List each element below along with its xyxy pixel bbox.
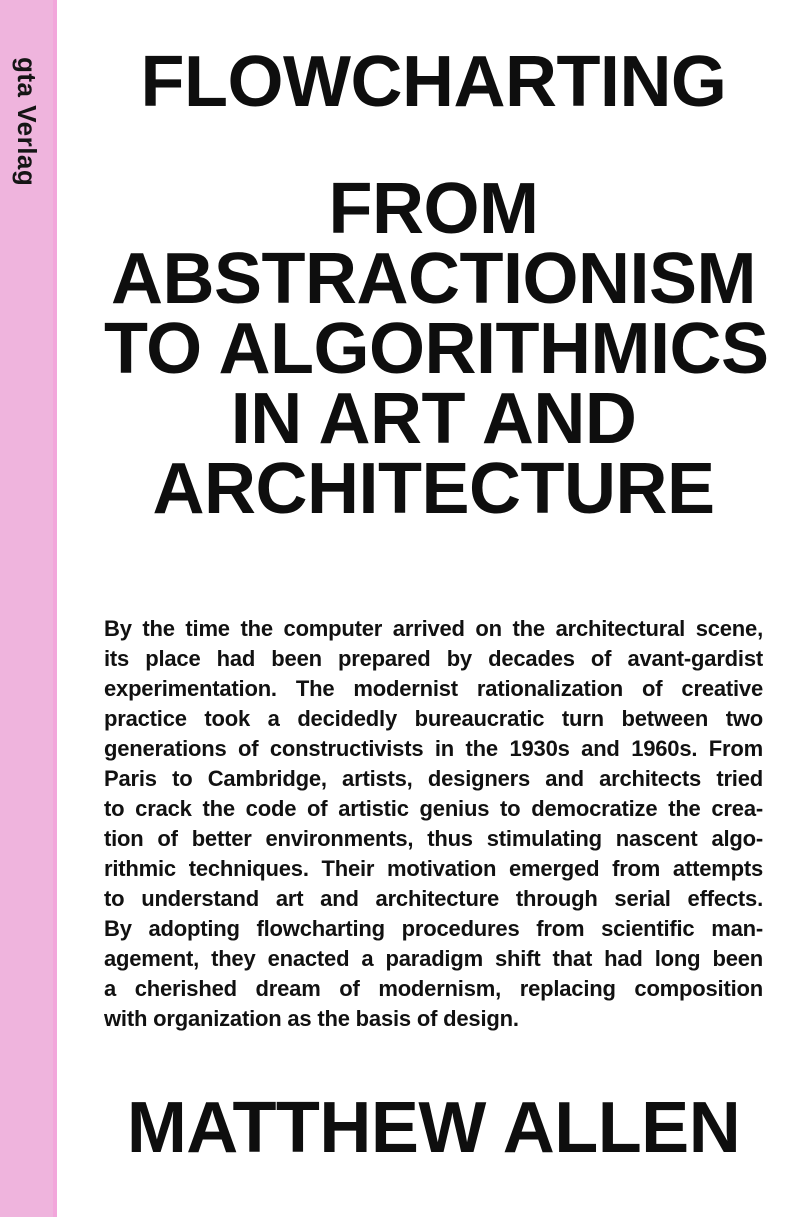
author-name: MATTHEW ALLEN — [126, 1088, 741, 1168]
blurb-line: Paris to Cambridge, artists, designers and architects tried — [104, 766, 763, 791]
subtitle-line: ABSTRACTIONISM — [111, 239, 756, 319]
blurb-line: rithmic techniques. Their motivation emerged from attempts — [104, 856, 763, 881]
blurb — [104, 614, 763, 1034]
blurb-line: with organization as the basis of design. — [104, 1006, 519, 1031]
blurb-line: practice took a decidedly bureaucratic turn between two — [104, 706, 763, 731]
blurb-line: experimentation. The modernist rationalization of creative — [104, 676, 763, 701]
blurb-line: its place had been prepared by decades of avant-gardist — [104, 646, 763, 671]
publisher-name: gta Verlag — [12, 57, 42, 187]
subtitle-line: IN ART AND — [230, 379, 637, 459]
blurb-line: generations of constructivists in the 1930s and 1960s. From — [104, 736, 763, 761]
subtitle-line: FROM — [328, 169, 539, 249]
blurb-line: By the time the computer arrived on the architectural scene, — [104, 616, 763, 641]
spine-strip — [0, 0, 57, 1217]
book-subtitle — [104, 169, 769, 529]
blurb-line: tion of better environments, thus stimulating nascent algo- — [104, 826, 763, 851]
blurb-line: to understand art and architecture through serial effects. — [104, 886, 763, 911]
subtitle-line: ARCHITECTURE — [152, 449, 715, 529]
book-title: FLOWCHARTING — [140, 42, 727, 122]
blurb-line: agement, they enacted a paradigm shift that had long been — [104, 946, 763, 971]
cover-content — [57, 0, 800, 1217]
blurb-line: to crack the code of artistic genius to democratize the crea- — [104, 796, 763, 821]
subtitle-line: TO ALGORITHMICS — [104, 309, 769, 389]
blurb-line: a cherished dream of modernism, replacing composition — [104, 976, 763, 1001]
blurb-line: By adopting flowcharting procedures from scientific man- — [104, 916, 763, 941]
